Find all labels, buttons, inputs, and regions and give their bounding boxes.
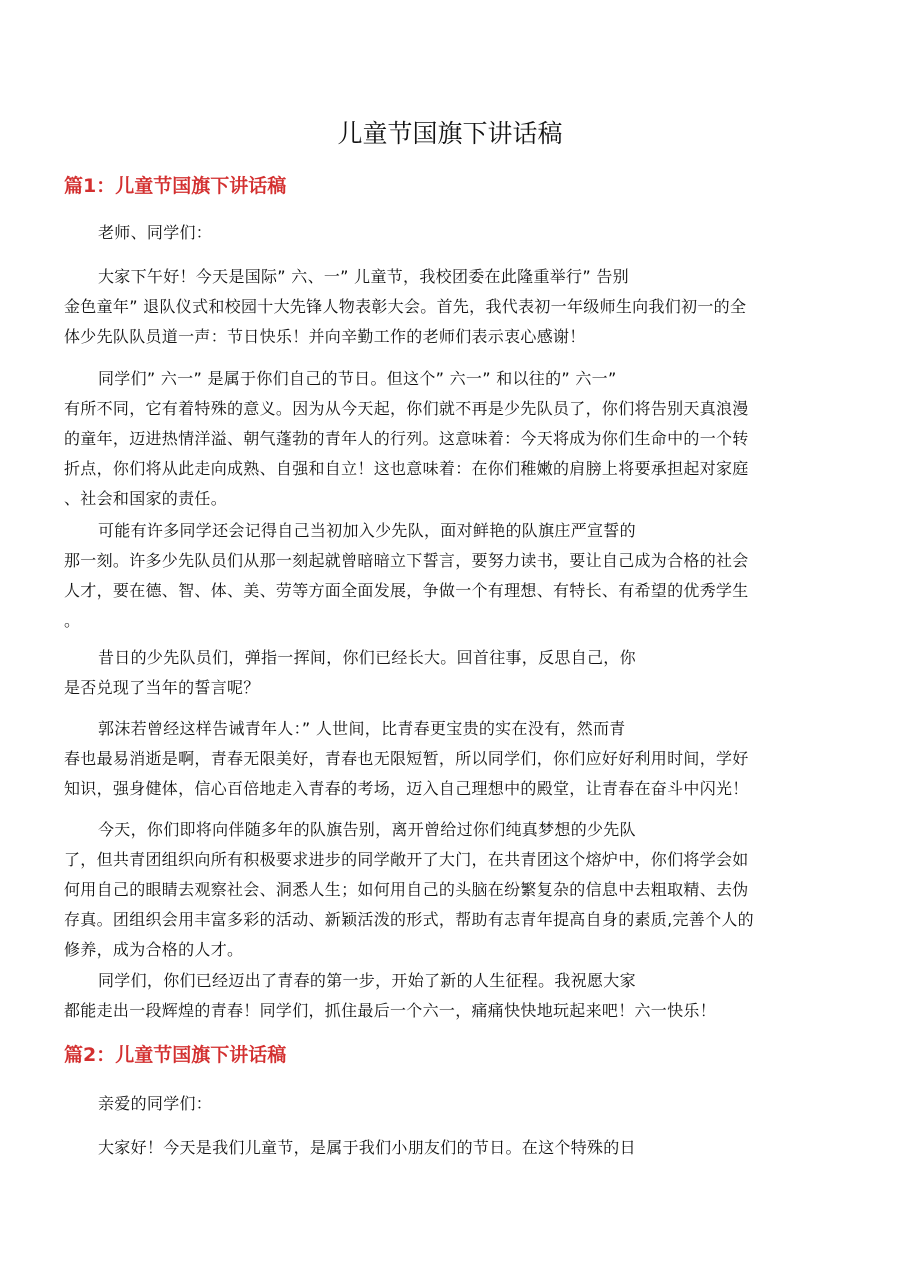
section-2-greeting: 亲爱的同学们： [98,1094,213,1113]
section-1-paragraph-1: 大家下午好！今天是国际” 六、一” 儿童节，我校团委在此隆重举行” 告别 金色童年” 退队仪式和校园十大先锋人物表彰大会。首先，我代表初一年级师生向我们初一的全 体少先队队员道一声：节日快乐！并向辛勤工作的老师们表示衷心感谢！ [64,267,747,346]
section-1-paragraph-4: 昔日的少先队员们，弹指一挥间，你们已经长大。回首往事，反思自己，你 是否兑现了当年的誓言呢？ [64,648,636,697]
section-1-paragraph-7: 同学们，你们已经迈出了青春的第一步，开始了新的人生征程。我祝愿大家 都能走出一段辉煌的青春！同学们，抓住最后一个六一，痛痛快快地玩起来吧！六一快乐！ [64,971,717,1020]
section-1-heading: 篇1：儿童节国旗下讲话稿 [64,175,287,197]
section-1-paragraph-6: 今天，你们即将向伴随多年的队旗告别，离开曾给过你们纯真梦想的少先队 了，但共青团组织向所有积极要求进步的同学敞开了大门，在共青团这个熔炉中，你们将学会如 何用自己的眼睛去观察社会、洞悉人生；如何用自己的头脑在纷繁复杂的信息中去粗取精、去伪 存真。团组织会用丰富多彩的活动、新颖活泼的形式，帮助有志青年提高自身的素质,完善个人的 修养，成为合格的人才。 [64,820,754,959]
section-2-paragraph-1: 大家好！今天是我们儿童节，是属于我们小朋友们的节日。在这个特殊的日 [98,1138,636,1157]
section-1-paragraph-3: 可能有许多同学还会记得自己当初加入少先队，面对鲜艳的队旗庄严宣誓的 那一刻。许多少先队员们从那一刻起就曾暗暗立下誓言，要努力读书，要让自己成为合格的社会 人才，要在德、智、体、美、劳等方面全面发展，争做一个有理想、有特长、有希望的优秀学生 。 [64,521,749,630]
section-2-heading: 篇2：儿童节国旗下讲话稿 [64,1044,287,1066]
section-1-paragraph-5: 郭沫若曾经这样告诫青年人：” 人世间，比青春更宝贵的实在没有，然而青 春也最易消逝是啊，青春无限美好，青春也无限短暂，所以同学们，你们应好好利用时间，学好 知识，强身健体，信心百倍地走入青春的考场，迈入自己理想中的殿堂，让青春在奋斗中闪光！ [64,719,749,798]
document-title: 儿童节国旗下讲话稿 [337,119,563,148]
section-1-paragraph-2: 同学们” 六一” 是属于你们自己的节日。但这个” 六一” 和以往的” 六一” 有所不同，它有着特殊的意义。因为从今天起，你们就不再是少先队员了，你们将告别天真浪漫 的童年，迈进热情洋溢、朝气蓬勃的青年人的行列。这意味着：今天将成为你们生命中的一个转 折点，你们将从此走向成熟、自强和自立！这也意味着：在你们稚嫩的肩膀上将要承担起对家庭 、社会和国家的责任。 [64,369,749,508]
section-1-greeting: 老师、同学们： [98,223,213,242]
